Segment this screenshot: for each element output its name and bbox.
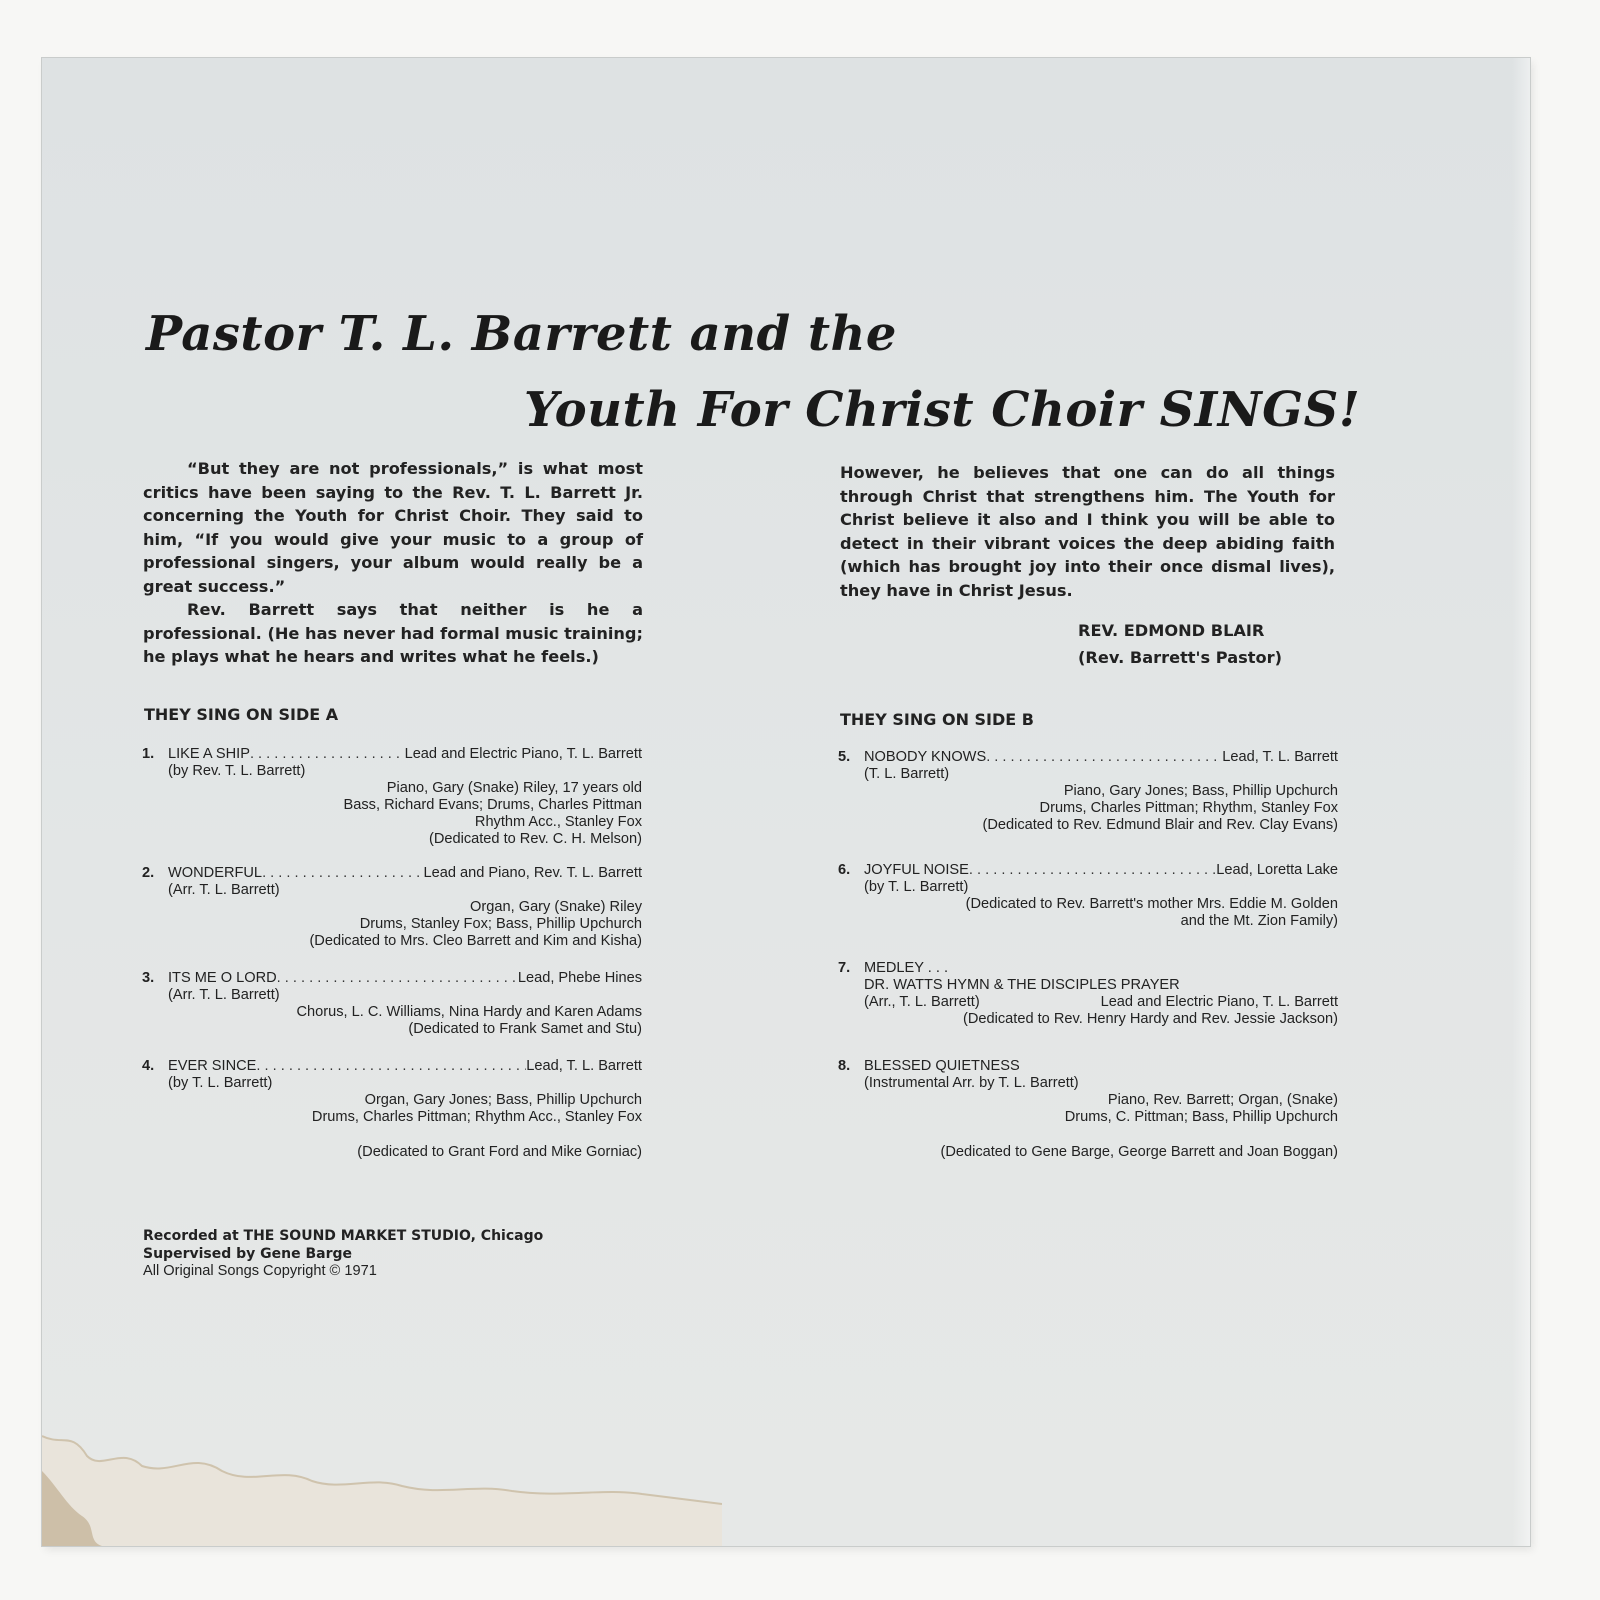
track-7: [838, 960, 1338, 1028]
title-line-1: Pastor T. L. Barrett and the: [146, 306, 897, 362]
track-number: 6.: [838, 862, 851, 878]
track-credit: (by T. L. Barrett): [864, 879, 969, 895]
track-credit: (Instrumental Arr. by T. L. Barrett): [864, 1075, 1079, 1091]
track-lead: Lead and Piano, Rev. T. L. Barrett: [423, 865, 642, 881]
track-title: BLESSED QUIETNESS: [864, 1058, 1020, 1074]
track-personnel: Drums, Charles Pittman; Rhythm, Stanley Fox: [1039, 800, 1338, 816]
track-number: 5.: [838, 749, 851, 765]
track-credit: (by Rev. T. L. Barrett): [168, 763, 306, 779]
track-personnel: Piano, Gary Jones; Bass, Phillip Upchurch: [1063, 783, 1338, 799]
track-title: MEDLEY . . .: [864, 960, 949, 976]
track-number: 1.: [142, 746, 155, 762]
track-title: JOYFUL NOISE: [864, 862, 969, 878]
spacer: [142, 1126, 642, 1144]
track-number: 7.: [838, 960, 851, 976]
liner-paragraph-3: However, he believes that one can do all things through Christ that strengthens him. The Youth for Christ believe it also and I think you will be able to detect in their vibrant voices the deep abiding faith (which has brought joy into their once dismal lives), they have in Christ Jesus.: [840, 463, 1335, 600]
leader-dots: [256, 1058, 526, 1075]
track-dedication: (Dedicated to Rev. C. H. Melson): [428, 831, 642, 847]
recording-credits: [143, 1228, 543, 1281]
supervised-by: Supervised by Gene Barge: [143, 1245, 353, 1262]
track-personnel: Drums, C. Pittman; Bass, Phillip Upchurch: [1064, 1109, 1338, 1125]
track-dedication: (Dedicated to Mrs. Cleo Barrett and Kim and Kisha): [309, 933, 642, 949]
track-2: [142, 865, 642, 950]
track-subtitle: DR. WATTS HYMN & THE DISCIPLES PRAYER: [864, 977, 1180, 993]
track-title: ITS ME O LORD: [168, 970, 277, 986]
track-personnel: Drums, Stanley Fox; Bass, Phillip Upchurch: [359, 916, 642, 932]
signature-role: (Rev. Barrett's Pastor): [1078, 648, 1282, 667]
track-title: LIKE A SHIP: [168, 746, 250, 762]
track-lead: Lead, T. L. Barrett: [1222, 749, 1338, 765]
spacer: [838, 1126, 1338, 1144]
copyright-notice: All Original Songs Copyright © 1971: [143, 1263, 377, 1279]
track-dedication: (Dedicated to Rev. Edmund Blair and Rev. Clay Evans): [982, 817, 1338, 833]
track-credit: (by T. L. Barrett): [168, 1075, 273, 1091]
track-4: [142, 1058, 642, 1161]
track-title: WONDERFUL: [168, 865, 263, 881]
track-title: NOBODY KNOWS: [864, 749, 987, 765]
sleeve-edge-highlight: [1512, 58, 1530, 1546]
leader-dots: [277, 970, 518, 987]
track-personnel: Piano, Rev. Barrett; Organ, (Snake): [1107, 1092, 1338, 1108]
track-dedication: (Dedicated to Frank Samet and Stu): [408, 1021, 642, 1037]
track-title: EVER SINCE: [168, 1058, 257, 1074]
track-credit: (Arr. T. L. Barrett): [168, 987, 280, 1003]
track-number: 4.: [142, 1058, 155, 1074]
track-personnel: Chorus, L. C. Williams, Nina Hardy and Karen Adams: [296, 1004, 642, 1020]
track-personnel: Rhythm Acc., Stanley Fox: [474, 814, 642, 830]
track-dedication: and the Mt. Zion Family): [1180, 913, 1338, 929]
track-personnel: Drums, Charles Pittman; Rhythm Acc., Stanley Fox: [311, 1109, 642, 1125]
leader-dots: [250, 746, 405, 763]
track-8: [838, 1058, 1338, 1161]
track-personnel: Bass, Richard Evans; Drums, Charles Pittman: [343, 797, 642, 813]
track-credit: (T. L. Barrett): [864, 766, 950, 782]
water-stain: [42, 1376, 722, 1546]
track-number: 8.: [838, 1058, 851, 1074]
track-dedication: (Dedicated to Rev. Henry Hardy and Rev. Jessie Jackson): [963, 1011, 1338, 1027]
track-number: 2.: [142, 865, 155, 881]
track-credit: (Arr., T. L. Barrett): [864, 994, 980, 1010]
liner-notes-left: [143, 457, 643, 669]
track-5: [838, 749, 1338, 834]
signature-name: REV. EDMOND BLAIR: [1078, 621, 1265, 640]
track-lead: Lead and Electric Piano, T. L. Barrett: [1100, 994, 1338, 1010]
side-b-heading: THEY SING ON SIDE B: [840, 710, 1034, 729]
liner-paragraph-1: “But they are not professionals,” is what most critics have been saying to the Rev. T. L. Barrett Jr. concerning the Youth for Christ Choir. They said to him, “If you would give your music to a group of professional singers, your album would really be a great success.”: [143, 459, 643, 596]
recorded-at: Recorded at THE SOUND MARKET STUDIO, Chicago: [143, 1228, 544, 1244]
liner-paragraph-2: Rev. Barrett says that neither is he a professional. (He has never had formal music training; he plays what he hears and writes what he feels.): [143, 600, 643, 666]
track-dedication: (Dedicated to Rev. Barrett's mother Mrs. Eddie M. Golden: [965, 896, 1338, 912]
track-1: [142, 746, 642, 848]
track-personnel: Organ, Gary (Snake) Riley: [470, 899, 642, 915]
track-lead: Lead, Loretta Lake: [1216, 862, 1338, 878]
track-6: [838, 862, 1338, 930]
track-personnel: Organ, Gary Jones; Bass, Phillip Upchurch: [364, 1092, 642, 1108]
liner-notes-right: [840, 461, 1335, 602]
track-lead: Lead and Electric Piano, T. L. Barrett: [404, 746, 642, 762]
track-personnel: Piano, Gary (Snake) Riley, 17 years old: [386, 780, 642, 796]
leader-dots: [262, 865, 423, 882]
leader-dots: [986, 749, 1222, 766]
track-lead: Lead, T. L. Barrett: [526, 1058, 642, 1074]
leader-dots: [969, 862, 1216, 879]
track-3: [142, 970, 642, 1038]
track-dedication: (Dedicated to Grant Ford and Mike Gorniac): [357, 1144, 642, 1160]
track-dedication: (Dedicated to Gene Barge, George Barrett and Joan Boggan): [940, 1144, 1338, 1160]
side-a-heading: THEY SING ON SIDE A: [144, 705, 339, 724]
track-number: 3.: [142, 970, 155, 986]
track-credit: (Arr. T. L. Barrett): [168, 882, 280, 898]
title-line-2: Youth For Christ Choir SINGS!: [524, 382, 1361, 438]
track-lead: Lead, Phebe Hines: [517, 970, 642, 986]
